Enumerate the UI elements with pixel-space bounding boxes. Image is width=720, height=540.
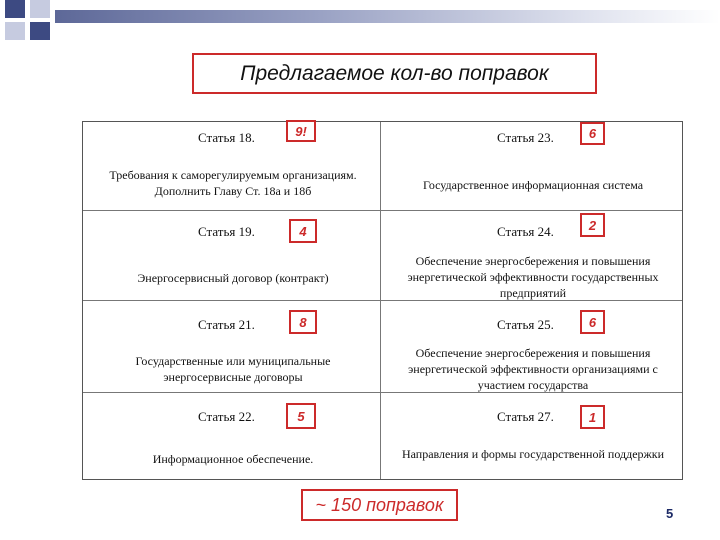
slide-title-box bbox=[192, 53, 597, 94]
article-description: Обеспечение энергосбережения и повышения энергетической эффективности государственных предприятий bbox=[407, 254, 659, 300]
slide-title: Предлагаемое кол-во поправок bbox=[240, 61, 549, 85]
article-label: Статья 24. bbox=[497, 224, 554, 239]
article-description: Требования к саморегулируемым организациям. Дополнить Главу Ст. 18а и 18б bbox=[109, 168, 357, 198]
decor-square bbox=[5, 22, 25, 40]
amendment-count-badge: 1 bbox=[580, 405, 605, 429]
decor-square bbox=[30, 0, 50, 18]
total-amendments: ~ 150 поправок bbox=[301, 489, 458, 521]
amendment-count-badge: 8 bbox=[289, 310, 317, 334]
article-description: Государственные или муниципальные энергосервисные договоры bbox=[135, 354, 331, 384]
amendment-count-badge: 5 bbox=[286, 403, 316, 429]
header-gradient-bar bbox=[55, 10, 720, 23]
article-description: Информационное обеспечение. bbox=[152, 452, 314, 466]
article-description: Обеспечение энергосбережения и повышения энергетической эффективности организациями с участием государства bbox=[408, 346, 658, 392]
decor-square bbox=[30, 22, 50, 40]
amendment-count-badge: 6 bbox=[580, 310, 605, 334]
amendment-count-badge: 2 bbox=[580, 213, 605, 237]
amendment-count-badge: 9! bbox=[286, 120, 316, 142]
article-label: Статья 27. bbox=[497, 409, 554, 424]
article-label: Статья 21. bbox=[198, 317, 255, 332]
article-description: Направления и формы государственной поддержки bbox=[401, 447, 665, 461]
article-label: Статья 22. bbox=[198, 409, 255, 424]
article-label: Статья 25. bbox=[497, 317, 554, 332]
page-number: 5 bbox=[666, 506, 674, 521]
amendment-count-badge: 6 bbox=[580, 122, 605, 145]
article-description: Энергосервисный договор (контракт) bbox=[137, 271, 329, 285]
amendment-count-badge: 4 bbox=[289, 219, 317, 243]
article-label: Статья 23. bbox=[497, 130, 554, 145]
article-label: Статья 19. bbox=[198, 224, 255, 239]
decor-square bbox=[5, 0, 25, 18]
article-label: Статья 18. bbox=[198, 130, 255, 145]
column-divider bbox=[380, 122, 381, 479]
article-description: Государственное информационная система bbox=[422, 178, 644, 192]
row-divider bbox=[83, 210, 682, 211]
